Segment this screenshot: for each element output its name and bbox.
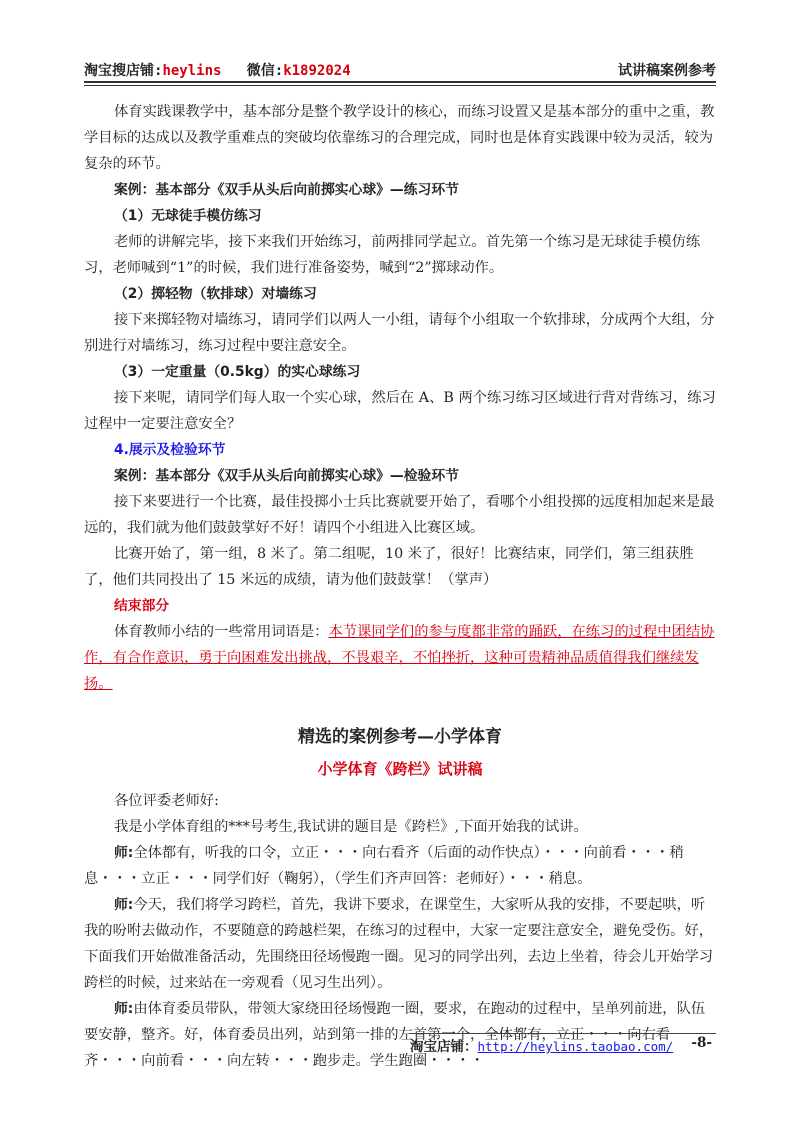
teacher-label: 师: bbox=[114, 845, 134, 861]
section2-main-title: 精选的案例参考—小学体育 bbox=[298, 727, 502, 747]
teacher-label: 师: bbox=[114, 1001, 134, 1017]
intro-paragraph: 体育实践课教学中，基本部分是整个教学设计的核心，而练习设置又是基本部分的重中之重，教学目标的达成以及教学重难点的突破均依靠练习的合理完成，同时也是体育实践课中较为灵活，较为复杂的环节。 bbox=[84, 104, 715, 172]
step3-text: 接下来呢，请同学们每人取一个实心球，然后在 A、B 两个练习练习区域进行背对背练习，练习过程中一定要注意安全？ bbox=[84, 390, 716, 432]
candidate-intro: 我是小学体育组的***号考生,我试讲的题目是《跨栏》,下面开始我的试讲。 bbox=[114, 819, 588, 835]
header-title: 试讲稿案例参考 bbox=[618, 63, 716, 79]
header-shop-label: 淘宝搜店铺: bbox=[84, 63, 163, 79]
end-summary-quote: 本节课同学们的参与度都非常的踊跃，在练习的过程中团结协作，有合作意识，勇于向困难发出挑战，不畏艰辛，不怕挫折，这种可贵精神品质值得我们继续发扬。 bbox=[84, 624, 715, 692]
end-summary bbox=[84, 619, 716, 697]
footer-label: 淘宝店铺： bbox=[410, 1039, 478, 1055]
end-summary-lead: 体育教师小结的一些常用词语是： bbox=[114, 624, 329, 640]
header-shop-info bbox=[84, 60, 351, 80]
teacher-label: 师: bbox=[114, 897, 134, 913]
step1-title: （1）无球徒手模仿练习 bbox=[114, 208, 262, 224]
case2-paragraph-2: 比赛开始了，第一组，8 米了。第二组呢，10 米了，很好！比赛结束，同学们，第三组获胜了，他们共同投出了 15 米远的成绩，请为他们鼓鼓掌！（掌声） bbox=[84, 546, 694, 588]
step2-title: （2）掷轻物（软排球）对墙练习 bbox=[114, 286, 317, 302]
header-wechat-id: k1892024 bbox=[283, 63, 351, 79]
teacher-line-2-text: 今天，我们将学习跨栏，首先，我讲下要求，在课堂生，大家听从我的安排，不要起哄，听我的吩咐去做动作，不要随意的跨越栏架，在练习的过程中，大家一定要注意安全，避免受伤。好，下面我们开始做准备活动，先围绕田径场慢跑一圈。见习的同学出列，去边上坐着，待会儿开始学习跨栏的时候，过来站在一旁观看（见习生出列）。 bbox=[84, 897, 714, 991]
footer-rule bbox=[410, 1033, 716, 1034]
header-rule-thin bbox=[84, 85, 716, 86]
section4-title: 4.展示及检验环节 bbox=[114, 442, 226, 458]
case2-title: 案例：基本部分《双手从头后向前掷实心球》—检验环节 bbox=[114, 468, 459, 484]
header-wechat-label: 微信: bbox=[246, 63, 284, 79]
header-rule bbox=[84, 81, 716, 83]
page-header bbox=[84, 56, 716, 80]
step3-title: （3）一定重量（0.5kg）的实心球练习 bbox=[114, 364, 361, 380]
teacher-line-1 bbox=[84, 840, 716, 892]
page-number: -8- bbox=[691, 1035, 712, 1051]
case1-title: 案例：基本部分《双手从头后向前掷实心球》—练习环节 bbox=[114, 182, 459, 198]
header-shop-name: heylins bbox=[162, 63, 222, 79]
step2-text: 接下来掷轻物对墙练习，请同学们以两人一小组，请每个小组取一个软排球，分成两个大组，分别进行对墙练习，练习过程中要注意安全。 bbox=[84, 312, 715, 354]
footer-shop-link[interactable]: http://heylins.taobao.com/ bbox=[477, 1039, 674, 1054]
main-content bbox=[84, 99, 716, 1074]
case2-paragraph-1: 接下来要进行一个比赛，最佳投掷小士兵比赛就要开始了，看哪个小组投掷的远度相加起来是最远的，我们就为他们鼓鼓掌好不好！请四个小组进入比赛区域。 bbox=[84, 494, 715, 536]
teacher-line-3-text: 由体育委员带队，带领大家绕田径场慢跑一圈，要求，在跑动的过程中，呈单列前进，队伍要安静，整齐。好，体育委员出列，站到第一排的左首第一个，全体都有，立正・・・向右看齐・・・向前看・・・向左转・・・跑步走。学生跑圈・・・・ bbox=[84, 1001, 706, 1069]
section2-sub-title: 小学体育《跨栏》试讲稿 bbox=[317, 760, 483, 778]
step1-text: 老师的讲解完毕，接下来我们开始练习，前两排同学起立。首先第一个练习是无球徒手模仿练习，老师喊到“1”的时候，我们进行准备姿势，喊到“2”掷球动作。 bbox=[84, 234, 701, 276]
teacher-line-2 bbox=[84, 892, 716, 996]
greeting: 各位评委老师好: bbox=[114, 793, 219, 809]
end-section-title: 结束部分 bbox=[114, 598, 170, 614]
teacher-line-1-text: 全体都有，听我的口令，立正・・・向右看齐（后面的动作快点）・・・向前看・・・稍息・・・立正・・・同学们好（鞠躬），（学生们齐声回答：老师好）・・・稍息。 bbox=[84, 845, 684, 887]
page-footer bbox=[410, 1035, 716, 1055]
